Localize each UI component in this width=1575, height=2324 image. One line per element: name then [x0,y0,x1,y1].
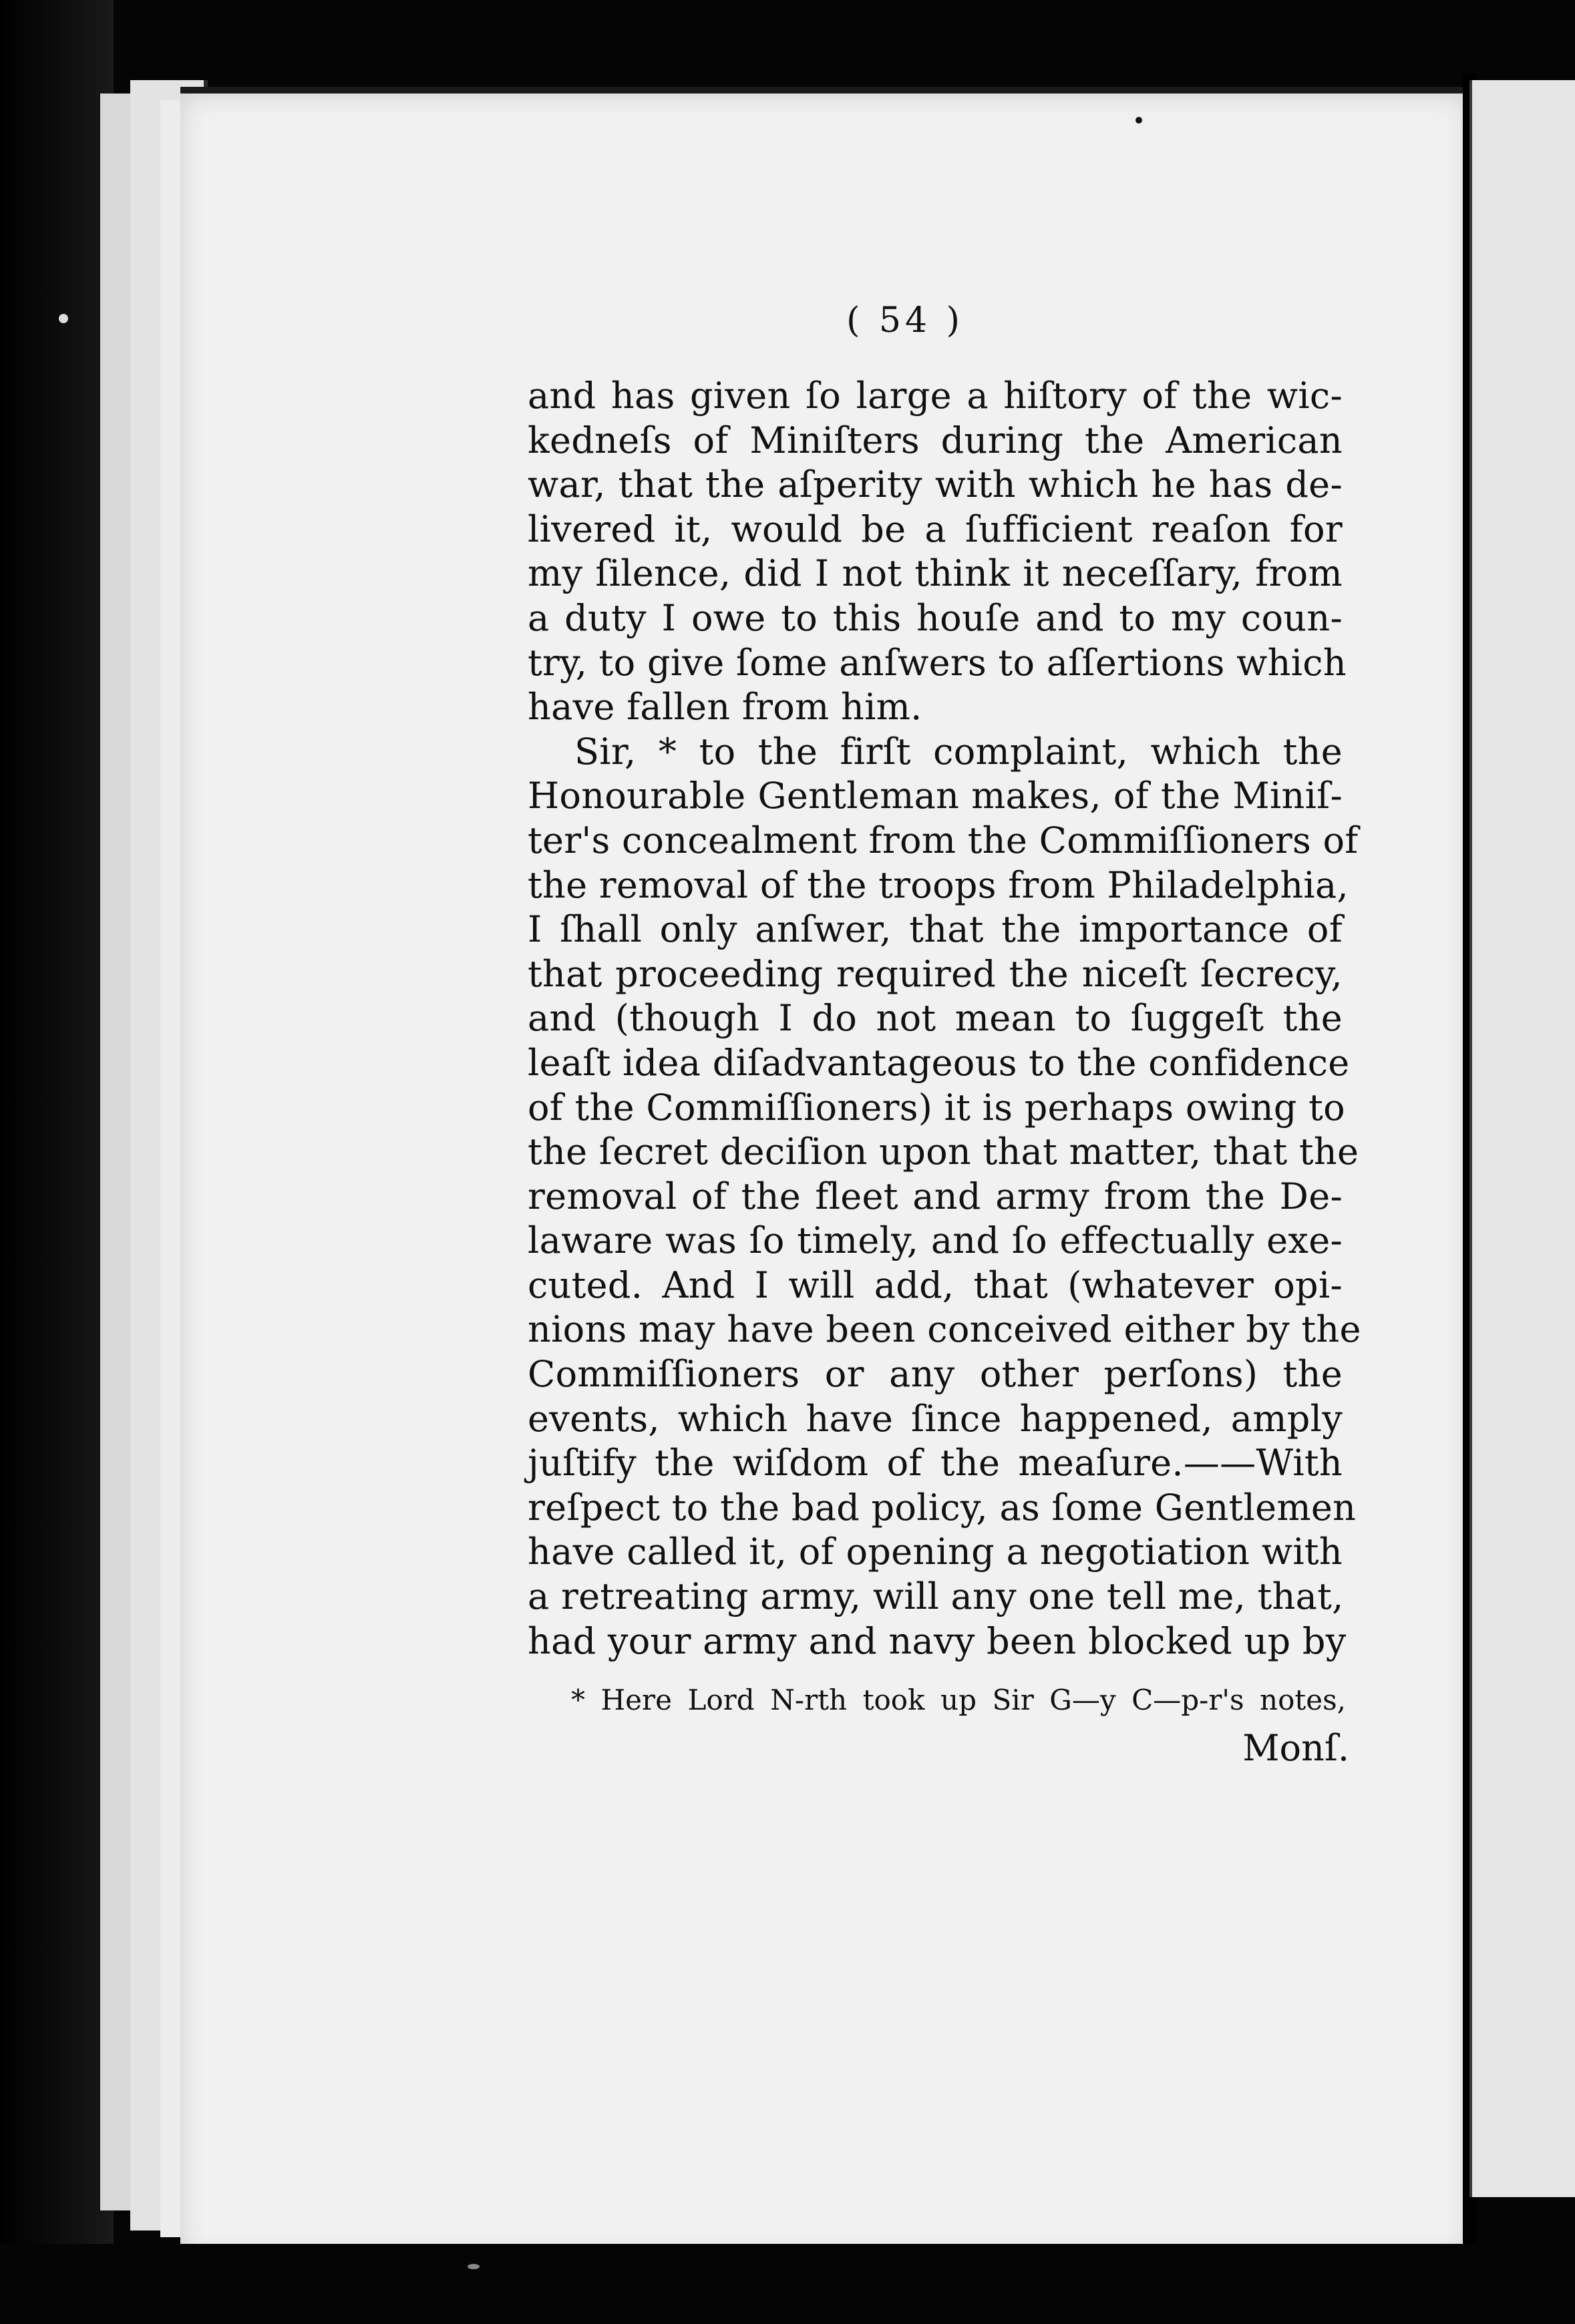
text-line: try, to give ſome anſwers to aſſertions which [528,641,1347,684]
text-line: removal of the fleet and army from the De- [528,1175,1343,1217]
text-line: leaſt idea diſadvantageous to the confidence [528,1041,1350,1084]
text-line: war, that the aſperity with which he has de- [528,463,1343,506]
footnote: * Here Lord N-rth took up Sir G—y C—p-r's notes, [571,1684,1346,1716]
text-line: had your army and navy been blocked up by [528,1619,1347,1662]
text-line: have called it, of opening a negotiation with [528,1531,1343,1573]
text-line: Honourable Gentleman makes, of the Miniſ- [528,775,1343,817]
text-line: events, which have ſince happened, amply [528,1397,1343,1440]
text-line: reſpect to the bad policy, as ſome Gentlemen [528,1486,1357,1529]
text-line: kedneſs of Miniſters during the American [528,419,1343,461]
text-line: laware was ſo timely, and ſo effectually exe- [528,1219,1343,1262]
text-line: my ſilence, did I not think it neceſſary, from [528,552,1343,595]
catchword: Monſ. [1242,1727,1349,1769]
text-line: that proceeding required the niceſt ſecrecy, [528,952,1343,995]
text-line: livered it, would be a ſufficient reaſon for [528,508,1343,550]
text-line: have fallen from him. [528,686,922,729]
text-line: the removal of the troops from Philadelphia, [528,863,1349,906]
text-line: and has given ſo large a hiſtory of the wic- [528,375,1343,417]
text-line: of the Commiſſioners) it is perhaps owing to [528,1086,1345,1129]
text-line: the ſecret deciſion upon that matter, that the [528,1131,1359,1173]
text-line: and (though I do not mean to ſuggeſt the [528,997,1343,1040]
dust-speck [468,2264,480,2269]
text-line: cuted. And I will add, that (whatever opi- [528,1264,1343,1306]
text-line: a duty I owe to this houſe and to my coun- [528,596,1343,639]
text-line: juſtify the wiſdom of the meaſure.——With [528,1442,1343,1485]
dust-speck [59,314,68,323]
scan-background-top [114,0,1575,87]
text-line: I ſhall only anſwer, that the importance of [528,908,1343,951]
text-line: Commiſſioners or any other perſons) the [528,1353,1343,1396]
text-line: Sir, * to the firſt complaint, which the [574,730,1343,773]
page-number: ( 54 ) [846,301,964,341]
scan-background-bottom [0,2244,1575,2324]
page-body [528,374,1361,1664]
text-line: nions may have been conceived either by the [528,1308,1361,1351]
text-line: ter's concealment from the Commiſſioners of [528,819,1359,861]
ink-speck [1135,117,1142,124]
text-line: a retreating army, will any one tell me, that, [528,1575,1344,1618]
book-binding [0,0,114,2324]
next-page-edge [1469,80,1575,2197]
